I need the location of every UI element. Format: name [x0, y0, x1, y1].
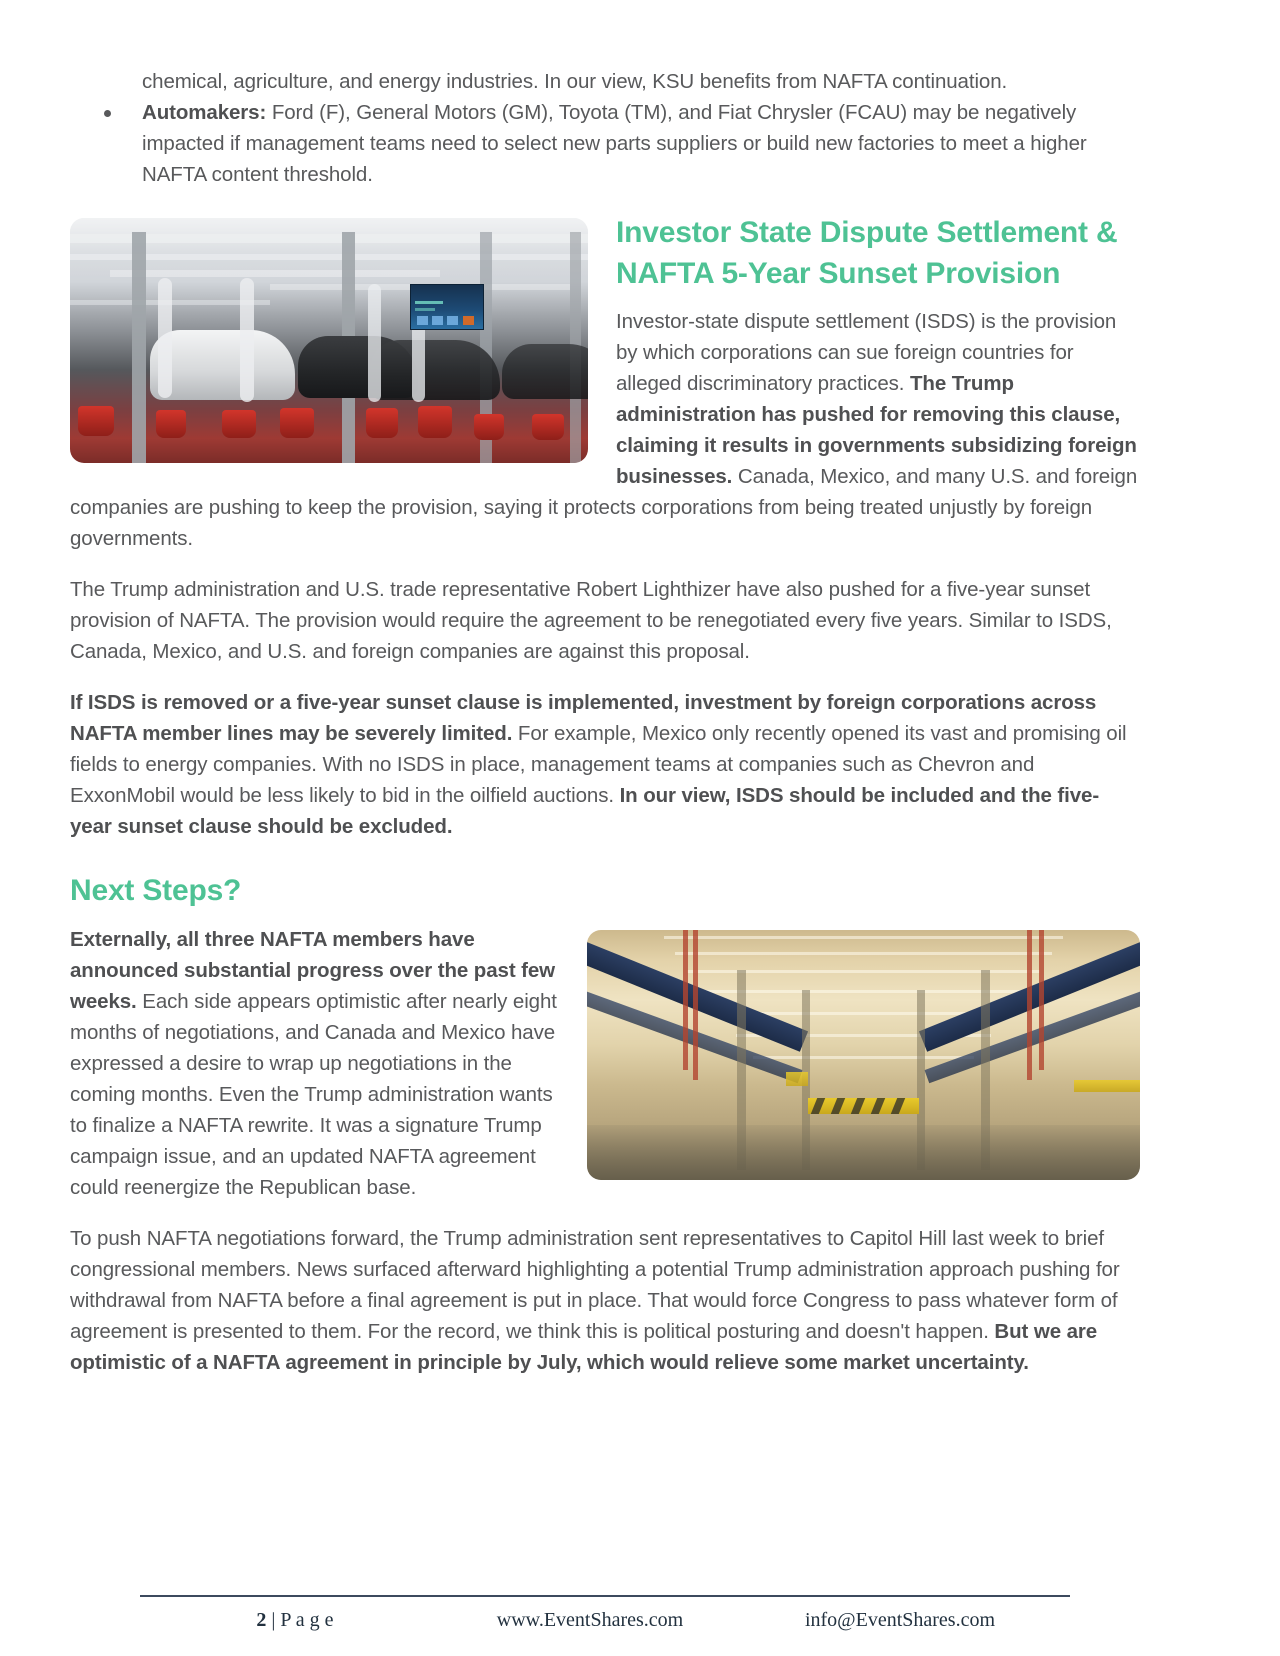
isds-p3-bold-lead: If ISDS is removed or a five-year sunset clause is implemented, investment by foreign corporations across NAFTA member lines may be severely limited. [70, 691, 1097, 745]
isds-p3-body: For example, Mexico only recently opened its vast and promising oil fields to energy companies. With no ISDS in place, management teams at companies such as Chevron and ExxonMobil would be less likely to bid in the oilfield auctions. [70, 722, 1127, 807]
isds-section [70, 212, 1140, 862]
footer-email[interactable]: info@EventShares.com [804, 1609, 996, 1631]
footer-website[interactable]: www.EventShares.com [496, 1609, 684, 1631]
next-steps-p2-bold: But we are optimistic of a NAFTA agreement in principle by July, which would relieve some market uncertainty. [70, 1320, 1098, 1374]
continued-paragraph [70, 66, 1140, 97]
automakers-bullet-list [70, 66, 1140, 190]
next-steps-p1-body: Each side appears optimistic after nearly eight months of negotiations, and Canada and Mexico have expressed a desire to wrap up negotiations in the coming months. Even the Trump administration wants to finalize a NAFTA rewrite. It was a signature Trump campaign issue, and an updated NAFTA agreement could reenergize the Republican base. [70, 990, 557, 1199]
isds-p1-bold: The Trump administration has pushed for removing this clause, claiming it results in governments subsidizing foreign businesses. [616, 372, 1137, 488]
industrial-plant-interior-image [587, 930, 1140, 1180]
isds-section-heading: Investor State Dispute Settlement & NAFTA 5-Year Sunset Provision [616, 216, 1118, 290]
isds-p1-part-c: Canada, Mexico, and many U.S. and foreign companies are pushing to keep the provision, saying it protects corporations from being treated unjustly by foreign governments. [70, 465, 1138, 550]
bullet-body-text: Ford (F), General Motors (GM), Toyota (TM), and Fiat Chrysler (FCAU) may be negatively impacted if management teams need to select new parts suppliers or build new factories to meet a higher NAFTA content threshold. [142, 101, 1087, 186]
footer-page-word: | P a g e [266, 1609, 334, 1631]
page-content [70, 66, 1140, 1398]
list-item [70, 97, 1140, 190]
automobile-assembly-line-image [70, 218, 588, 463]
isds-p3-bold-tail: In our view, ISDS should be included and the five-year sunset clause should be excluded. [70, 784, 1100, 838]
isds-paragraph-3 [70, 687, 1140, 842]
next-steps-heading: Next Steps? [70, 874, 242, 907]
bullet-lead-label: Automakers: [142, 101, 267, 124]
next-steps-p1-bold: Externally, all three NAFTA members have announced substantial progress over the past few weeks. [70, 928, 556, 1013]
next-steps-p2-body: To push NAFTA negotiations forward, the Trump administration sent representatives to Capitol Hill last week to brief congressional members. News surfaced afterward highlighting a potential Trump administration approach pushing for withdrawal from NAFTA before a final agreement is put in place. That would force Congress to pass whatever form of agreement is presented to them. For the record, we think this is political posturing and doesn't happen. [70, 1227, 1120, 1343]
isds-p1-part-a: Investor-state dispute settlement (ISDS) is the provision by which corporations can sue foreign countries for alleged discriminatory practices. [616, 310, 1117, 395]
page-footer [140, 1595, 1070, 1632]
continued-text: chemical, agriculture, and energy industries. In our view, KSU benefits from NAFTA continuation. [142, 70, 1008, 93]
footer-divider [140, 1595, 1070, 1597]
footer-page-indicator [140, 1609, 450, 1632]
isds-paragraph-2: The Trump administration and U.S. trade representative Robert Lighthizer have also pushed for a five-year sunset provision of NAFTA. The provision would require the agreement to be renegotiated every five years. Similar to ISDS, Canada, Mexico, and U.S. and foreign companies are against this proposal. [70, 578, 1112, 663]
next-steps-section [70, 872, 1140, 1223]
next-steps-paragraph-2 [70, 1223, 1140, 1378]
footer-page-number: 2 [256, 1609, 267, 1631]
